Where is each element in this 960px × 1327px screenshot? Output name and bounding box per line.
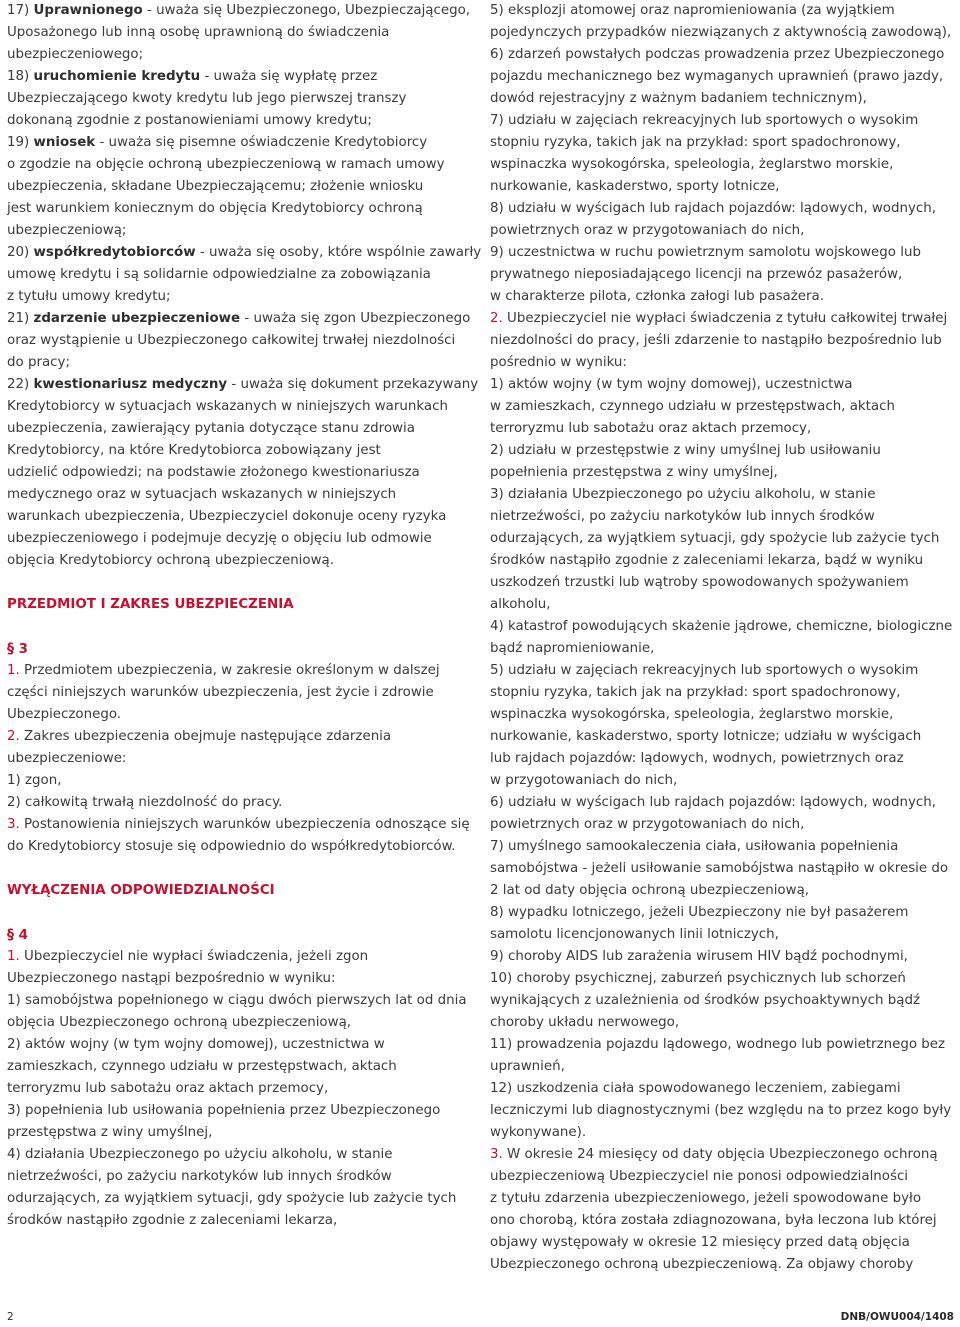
text-line — [7, 440, 477, 462]
line-text: Ubezpieczyciel nie wypłaci świadczenia, jeżeli zgon — [19, 949, 369, 964]
section-sign-icon: § — [7, 927, 14, 943]
paragraph-marker-3 — [7, 638, 477, 660]
line-text: środków nastąpiło zgodnie z zaleceniami lekarza, bądź w wyniku — [490, 553, 924, 568]
text-line — [490, 550, 956, 572]
line-text: ubezpieczenia, zawierający pytania dotyczące stanu zdrowia — [7, 421, 415, 436]
text-line — [7, 682, 477, 704]
line-text: nurkowanie, kaskaderstwo, sporty lotnicze; udziału w wyścigach — [490, 729, 922, 744]
defined-term: kwestionariusz medyczny — [33, 377, 228, 392]
line-text: warunkach ubezpieczenia, Ubezpieczyciel dokonuje oceny ryzyka — [7, 509, 447, 524]
text-line — [7, 418, 477, 440]
text-line — [7, 396, 477, 418]
line-text: Ubezpieczonego nastąpi bezpośrednio w wyniku: — [7, 971, 336, 986]
text-line — [490, 528, 956, 550]
line-text: terroryzmu lub sabotażu oraz aktach przemocy, — [490, 421, 812, 436]
text-line — [7, 352, 477, 374]
line-text: Uposażonego lub inną osobę uprawnioną do świadczenia — [7, 25, 390, 40]
text-line — [7, 1166, 477, 1188]
line-text: uszkodzeń trzustki lub wątroby spowodowanych spożywaniem — [490, 575, 909, 590]
paragraph-number: 4 — [14, 928, 28, 943]
section-sign-icon: § — [7, 641, 14, 657]
page-number: 2 — [7, 1311, 14, 1323]
text-line — [7, 814, 477, 836]
line-text: odurzających, za wyjątkiem sytuacji, gdy spożycie lub zażycie tych — [490, 531, 940, 546]
line-text: 1) zgon, — [7, 773, 62, 788]
section-heading-subject: PRZEDMIOT I ZAKRES UBEZPIECZENIA — [7, 597, 294, 612]
line-text: objęcia Kredytobiorcy ochroną ubezpieczeniową. — [7, 553, 335, 568]
left-column — [7, 0, 482, 1232]
text-line — [490, 440, 956, 462]
line-text: 1) samobójstwa popełnionego w ciągu dwóch pierwszych lat od dnia — [7, 993, 467, 1008]
text-line — [7, 220, 477, 242]
section-heading-exclusions: WYŁĄCZENIA ODPOWIEDZIALNOŚCI — [7, 883, 275, 898]
item-number: 3. — [7, 817, 20, 832]
text-line — [490, 726, 956, 748]
line-text: samobójstwa - jeżeli usiłowanie samobójstwa nastąpiło w okresie do — [490, 861, 949, 876]
line-text: z tytułu zdarzenia ubezpieczeniowego, jeżeli spowodowane było — [490, 1191, 922, 1206]
line-text: stopniu ryzyka, takich jak na przykład: sport spadochronowy, — [490, 135, 901, 150]
text-line — [490, 748, 956, 770]
line-text: powietrznych oraz w przygotowaniach do nich, — [490, 817, 805, 832]
line-text: objawy występowały w okresie 12 miesięcy przed datą objęcia — [490, 1235, 910, 1250]
text-line — [490, 242, 956, 264]
text-line — [7, 286, 477, 308]
text-line — [7, 110, 477, 132]
text-line — [7, 22, 477, 44]
paragraph-number: 3 — [14, 642, 28, 657]
text-line — [490, 66, 956, 88]
text-line — [7, 968, 477, 990]
text-line — [7, 484, 477, 506]
item-number: 1. — [7, 949, 20, 964]
line-text: wynikających z uzależnienia od środków psychoaktywnych bądź — [490, 993, 921, 1008]
definition-text: - uważa się wypłatę przez — [200, 69, 378, 84]
line-text: prywatnego nieposiadającego licencji na przewóz pasażerów, — [490, 267, 903, 282]
line-text: 8) udziału w wyścigach lub rajdach pojazdów: lądowych, wodnych, — [490, 201, 936, 216]
text-line — [7, 1034, 477, 1056]
text-line — [7, 198, 477, 220]
subject-list — [7, 660, 477, 858]
line-text: alkoholu, — [490, 597, 551, 612]
line-text: 1) aktów wojny (w tym wojny domowej), uczestnictwa — [490, 377, 853, 392]
line-text: 9) uczestnictwa w ruchu powietrznym samolotu wojskowego lub — [490, 245, 921, 260]
right-column — [490, 0, 956, 1276]
line-text: ubezpieczeniowe: — [7, 751, 127, 766]
line-text: choroby układu nerwowego, — [490, 1015, 680, 1030]
item-number: 19) — [7, 135, 30, 150]
line-text: Ubezpieczającego kwoty kredytu lub jego pierwszej transzy — [7, 91, 407, 106]
text-line — [490, 1254, 956, 1276]
text-line — [490, 1100, 956, 1122]
text-line — [490, 704, 956, 726]
line-text: Postanowienia niniejszych warunków ubezpieczenia odnoszące się — [19, 817, 470, 832]
line-text: z tytułu umowy kredytu; — [7, 289, 171, 304]
line-text: pojedynczych przypadków niezwiązanych z aktywnością zawodową), — [490, 25, 952, 40]
line-text: Ubezpieczonego. — [7, 707, 122, 722]
line-text: części niniejszych warunków ubezpieczenia, jest życie i zdrowie — [7, 685, 434, 700]
line-text: 6) zdarzeń powstałych podczas prowadzenia przez Ubezpieczonego — [490, 47, 945, 62]
line-text: 12) uszkodzenia ciała spowodowanego leczeniem, zabiegami — [490, 1081, 901, 1096]
text-line — [7, 946, 477, 968]
text-line — [490, 1056, 956, 1078]
text-line — [490, 924, 956, 946]
line-text: wspinaczka wysokogórska, speleologia, żeglarstwo morskie, — [490, 157, 894, 172]
defined-term: uruchomienie kredytu — [33, 69, 201, 84]
line-text: odurzających, za wyjątkiem sytuacji, gdy spożycie lub zażycie tych — [7, 1191, 457, 1206]
text-line — [7, 1100, 477, 1122]
text-line — [490, 154, 956, 176]
line-text: przestępstwa z winy umyślnej, — [7, 1125, 213, 1140]
line-text: 9) choroby AIDS lub zarażenia wirusem HIV bądź pochodnymi, — [490, 949, 908, 964]
document-code: DNB/OWU004/1408 — [840, 1311, 954, 1323]
text-line — [490, 374, 956, 396]
text-line — [490, 198, 956, 220]
text-line — [490, 418, 956, 440]
text-line — [490, 858, 956, 880]
line-text: terroryzmu lub sabotażu oraz aktach przemocy, — [7, 1081, 329, 1096]
text-line — [7, 748, 477, 770]
line-text: 10) choroby psychicznej, zaburzeń psychicznych lub schorzeń — [490, 971, 906, 986]
text-line — [7, 550, 477, 572]
line-text: Ubezpieczonego ochroną ubezpieczeniową. Za objawy choroby — [490, 1257, 914, 1272]
text-line — [490, 946, 956, 968]
line-text: ubezpieczeniowego i podejmuje decyzję o objęciu lub odmowie — [7, 531, 432, 546]
line-text: 7) udziału w zajęciach rekreacyjnych lub sportowych o wysokim — [490, 113, 919, 128]
line-text: nietrzeźwości, po zażyciu narkotyków lub innych środków — [7, 1169, 392, 1184]
text-line — [7, 990, 477, 1012]
line-text: ubezpieczenia, składane Ubezpieczającemu; złożenie wniosku — [7, 179, 424, 194]
line-text: 3) popełnienia lub usiłowania popełnienia przez Ubezpieczonego — [7, 1103, 441, 1118]
definition-text: - uważa się Ubezpieczonego, Ubezpieczającego, — [142, 3, 471, 18]
text-line — [7, 792, 477, 814]
text-line — [490, 968, 956, 990]
text-line — [490, 660, 956, 682]
line-text: do Kredytobiorcy stosuje się odpowiednio do współkredytobiorców. — [7, 839, 456, 854]
line-text: samolotu licencjonowanych linii lotniczych, — [490, 927, 779, 942]
text-line — [7, 726, 477, 748]
text-line — [490, 110, 956, 132]
line-text: Kredytobiorcy w sytuacjach wskazanych w niniejszych warunkach — [7, 399, 448, 414]
line-text: bądź napromieniowanie, — [490, 641, 655, 656]
text-line — [490, 572, 956, 594]
text-line — [490, 1188, 956, 1210]
line-text: w zamieszkach, czynnego udziału w przestępstwach, aktach — [490, 399, 895, 414]
text-line — [490, 792, 956, 814]
line-text: środków nastąpiło zgodnie z zaleceniami lekarza, — [7, 1213, 338, 1228]
text-line — [490, 0, 956, 22]
line-text: 7) umyślnego samookaleczenia ciała, usiłowania popełnienia — [490, 839, 899, 854]
line-text: w charakterze pilota, członka załogi lub pasażera. — [490, 289, 825, 304]
text-line — [490, 990, 956, 1012]
line-text: Ubezpieczyciel nie wypłaci świadczenia z tytułu całkowitej trwałej — [502, 311, 948, 326]
line-text: 4) działania Ubezpieczonego po użyciu alkoholu, w stanie — [7, 1147, 393, 1162]
line-text: oraz wystąpienie u Ubezpieczonego całkowitej trwałej niezdolności — [7, 333, 456, 348]
line-text: stopniu ryzyka, takich jak na przykład: sport spadochronowy, — [490, 685, 901, 700]
text-line — [7, 264, 477, 286]
text-line — [490, 1012, 956, 1034]
text-line — [490, 1122, 956, 1144]
text-line — [490, 330, 956, 352]
text-line — [490, 176, 956, 198]
line-text: ono chorobą, która została zdiagnozowana, była leczona lub której — [490, 1213, 937, 1228]
line-text: nietrzeźwości, po zażyciu narkotyków lub innych środków — [490, 509, 875, 524]
text-line — [7, 242, 482, 264]
text-line — [7, 88, 477, 110]
line-text: pojazdu mechanicznego bez wymaganych uprawnień (prawo jazdy, — [490, 69, 944, 84]
text-line — [490, 264, 956, 286]
line-text: 11) prowadzenia pojazdu lądowego, wodnego lub powietrznego bez — [490, 1037, 946, 1052]
text-line — [7, 528, 477, 550]
text-line — [7, 132, 477, 154]
text-line — [490, 770, 956, 792]
item-number: 20) — [7, 245, 30, 260]
line-text: dokonaną zgodnie z postanowieniami umowy kredytu; — [7, 113, 372, 128]
line-text: ubezpieczeniową; — [7, 223, 127, 238]
line-text: W okresie 24 miesięcy od daty objęcia Ubezpieczonego ochroną — [502, 1147, 938, 1162]
text-line — [7, 308, 477, 330]
text-line — [490, 1078, 956, 1100]
text-line — [490, 286, 956, 308]
text-line — [490, 638, 956, 660]
line-text: jest warunkiem koniecznym do objęcia Kredytobiorcy ochroną — [7, 201, 423, 216]
line-text: niezdolności do pracy, jeśli zdarzenie to nastąpiło bezpośrednio lub — [490, 333, 942, 348]
line-text: 4) katastrof powodujących skażenie jądrowe, chemiczne, biologiczne — [490, 619, 953, 634]
text-line — [490, 1144, 956, 1166]
text-line — [7, 1012, 477, 1034]
text-line — [490, 352, 956, 374]
line-text: 2) aktów wojny (w tym wojny domowej), uczestnictwa w — [7, 1037, 385, 1052]
text-line — [490, 682, 956, 704]
line-text: umowę kredytu i są solidarnie odpowiedzialne za zobowiązania — [7, 267, 431, 282]
line-text: wspinaczka wysokogórska, speleologia, żeglarstwo morskie, — [490, 707, 894, 722]
definition-text: - uważa się osoby, które wspólnie zawarły — [195, 245, 482, 260]
line-text: udzielić odpowiedzi; na podstawie złożonego kwestionariusza — [7, 465, 420, 480]
defined-term: współkredytobiorców — [33, 245, 196, 260]
line-text: do pracy; — [7, 355, 70, 370]
line-text: pośrednio w wyniku: — [490, 355, 627, 370]
text-line — [490, 220, 956, 242]
item-number: 21) — [7, 311, 30, 326]
text-line — [7, 176, 477, 198]
line-text: 5) udziału w zajęciach rekreacyjnych lub sportowych o wysokim — [490, 663, 919, 678]
line-text: popełnienia przestępstwa z winy umyślnej, — [490, 465, 778, 480]
text-line — [490, 462, 956, 484]
text-line — [490, 484, 956, 506]
text-line — [7, 44, 477, 66]
text-line — [7, 660, 477, 682]
item-number: 1. — [7, 663, 20, 678]
line-text: o zgodzie na objęcie ochroną ubezpieczeniową w ramach umowy — [7, 157, 445, 172]
text-line — [490, 1232, 956, 1254]
defined-term: Uprawnionego — [33, 3, 143, 18]
line-text: ubezpieczeniową Ubezpieczyciel nie ponosi odpowiedzialności — [490, 1169, 909, 1184]
line-text: 6) udziału w wyścigach lub rajdach pojazdów: lądowych, wodnych, — [490, 795, 936, 810]
text-line — [7, 0, 477, 22]
line-text: powietrznych oraz w przygotowaniach do nich, — [490, 223, 805, 238]
text-line — [7, 1188, 477, 1210]
item-number: 2. — [490, 311, 503, 326]
line-text: dowód rejestracyjny z ważnym badaniem technicznym), — [490, 91, 867, 106]
paragraph-marker-4 — [7, 924, 477, 946]
definition-text: - uważa się dokument przekazywany — [227, 377, 479, 392]
line-text: objęcia Ubezpieczonego ochroną ubezpieczeniową, — [7, 1015, 352, 1030]
text-line — [490, 814, 956, 836]
line-text: zamieszkach, czynnego udziału w przestępstwach, aktach — [7, 1059, 397, 1074]
text-line — [7, 1056, 477, 1078]
text-line — [490, 594, 956, 616]
text-line — [7, 374, 477, 396]
text-line — [490, 836, 956, 858]
line-text: 8) wypadku lotniczego, jeżeli Ubezpieczony nie był pasażerem — [490, 905, 909, 920]
text-line — [490, 132, 956, 154]
text-line — [490, 1210, 956, 1232]
text-line — [490, 44, 956, 66]
text-line — [7, 836, 477, 858]
text-line — [490, 616, 956, 638]
line-text: 2 lat od daty objęcia ochroną ubezpieczeniową, — [490, 883, 810, 898]
text-line — [7, 506, 477, 528]
text-line — [490, 880, 956, 902]
text-line — [490, 902, 956, 924]
line-text: Przedmiotem ubezpieczenia, w zakresie określonym w dalszej — [19, 663, 440, 678]
text-line — [490, 308, 956, 330]
line-text: 3) działania Ubezpieczonego po użyciu alkoholu, w stanie — [490, 487, 876, 502]
definition-text: - uważa się pisemne oświadczenie Kredytobiorcy — [95, 135, 428, 150]
line-text: wykonywane). — [490, 1125, 587, 1140]
line-text: 5) eksplozji atomowej oraz napromieniowania (za wyjątkiem — [490, 3, 895, 18]
text-line — [7, 66, 477, 88]
item-number: 18) — [7, 69, 30, 84]
text-line — [7, 154, 477, 176]
item-number: 3. — [490, 1147, 503, 1162]
definitions-list — [7, 0, 482, 572]
text-line — [7, 1078, 477, 1100]
exclusions-list — [7, 946, 477, 1232]
text-line — [490, 1034, 956, 1056]
line-text: 2) udziału w przestępstwie z winy umyślnej lub usiłowaniu — [490, 443, 881, 458]
line-text: medycznego oraz w sytuacjach wskazanych w niniejszych — [7, 487, 397, 502]
text-line — [490, 396, 956, 418]
text-line — [490, 1166, 956, 1188]
text-line — [490, 22, 956, 44]
line-text: ubezpieczeniowego; — [7, 47, 144, 62]
exclusions-continued — [490, 0, 956, 1276]
text-line — [490, 88, 956, 110]
text-line — [7, 1210, 477, 1232]
line-text: nurkowanie, kaskaderstwo, sporty lotnicze, — [490, 179, 780, 194]
line-text: Zakres ubezpieczenia obejmuje następujące zdarzenia — [19, 729, 392, 744]
text-line — [7, 330, 477, 352]
item-number: 22) — [7, 377, 30, 392]
text-line — [7, 770, 477, 792]
line-text: lub rajdach pojazdów: lądowych, wodnych, powietrznych oraz — [490, 751, 904, 766]
line-text: uprawnień, — [490, 1059, 565, 1074]
line-text: w przygotowaniach do nich, — [490, 773, 678, 788]
line-text: 2) całkowitą trwałą niezdolność do pracy. — [7, 795, 283, 810]
defined-term: zdarzenie ubezpieczeniowe — [33, 311, 241, 326]
definition-text: - uważa się zgon Ubezpieczonego — [240, 311, 471, 326]
item-number: 2. — [7, 729, 20, 744]
text-line — [7, 1144, 477, 1166]
text-line — [490, 506, 956, 528]
text-line — [7, 462, 477, 484]
line-text: leczniczymi lub diagnostycznymi (bez względu na to przez kogo były — [490, 1103, 952, 1118]
line-text: Kredytobiorcy, na które Kredytobiorca zobowiązany jest — [7, 443, 381, 458]
text-line — [7, 1122, 477, 1144]
item-number: 17) — [7, 3, 30, 18]
defined-term: wniosek — [33, 135, 96, 150]
text-line — [7, 704, 477, 726]
